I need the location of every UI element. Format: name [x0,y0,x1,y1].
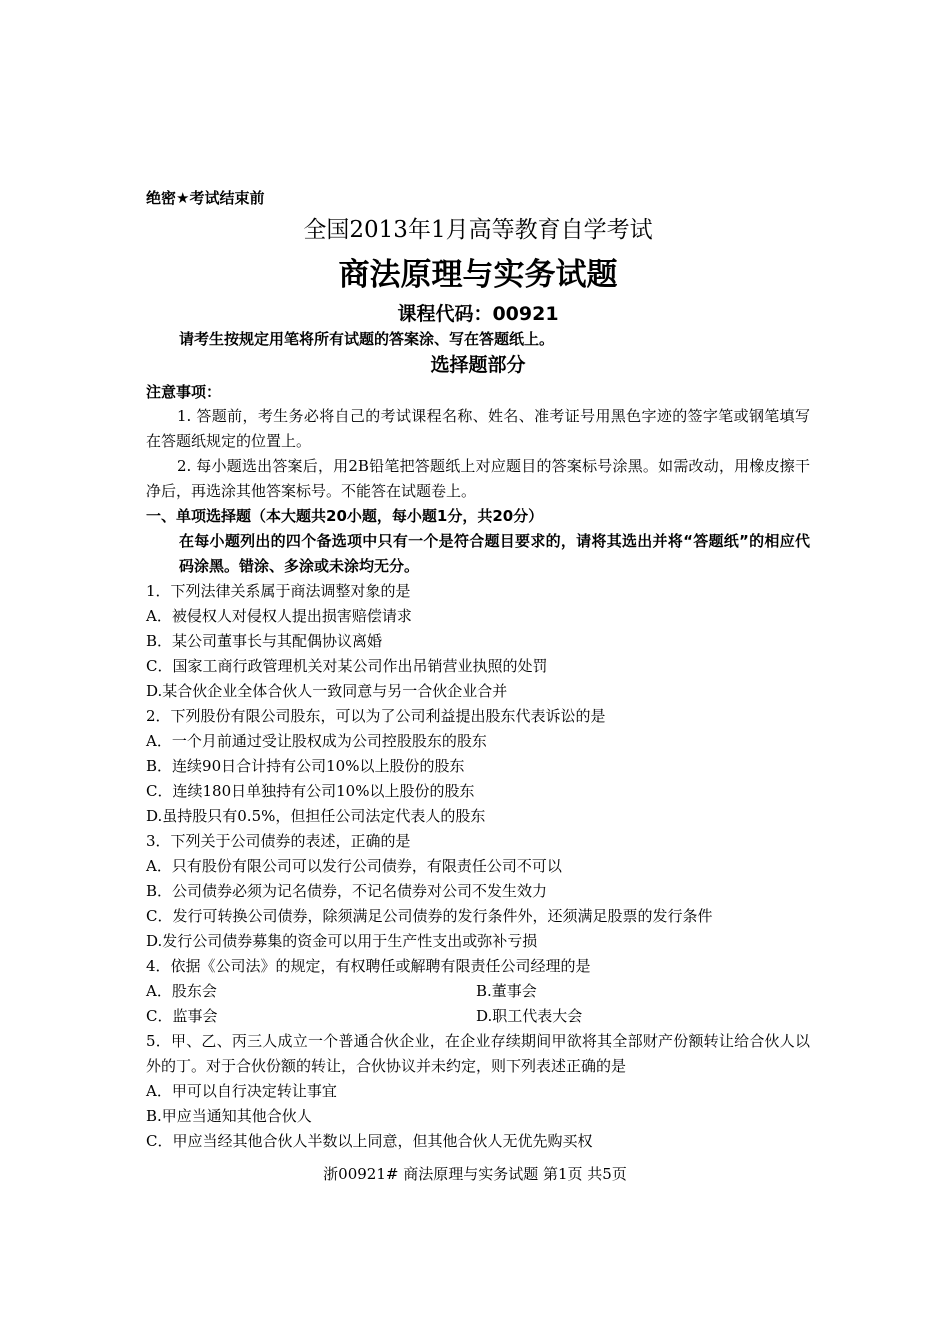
option-b: B.董事会 [476,982,537,1000]
question-stem: 3．下列关于公司债券的表述，正确的是 [146,832,411,850]
question-stem: 5．甲、乙、丙三人成立一个普通合伙企业，在企业存续期间甲欲将其全部财产份额转让给合伙人以外的丁。对于合伙份额的转让，合伙协议并未约定，则下列表述正确的是 [146,1032,810,1075]
notice-item-1: 1. 答题前，考生务必将自己的考试课程名称、姓名、准考证号用黑色字迹的签字笔或钢笔填写在答题纸规定的位置上。 [146,407,810,450]
options-row-1 [146,979,810,1004]
question-stem: 1．下列法律关系属于商法调整对象的是 [146,582,411,600]
option-c: C．连续180日单独持有公司10%以上股份的股东 [146,782,475,800]
option-b: B．某公司董事长与其配偶协议离婚 [146,632,383,650]
question-2 [146,704,810,829]
question-4 [146,954,810,1029]
option-c: C．监事会 [146,1007,218,1025]
option-a: A．被侵权人对侵权人提出损害赔偿请求 [146,607,412,625]
part1-description: 在每小题列出的四个备选项中只有一个是符合题目要求的，请将其选出并将“答题纸”的相应代码涂黑。错涂、多涂或未涂均无分。 [179,532,810,575]
option-a: A．股东会 [146,982,217,1000]
option-b: B.甲应当通知其他合伙人 [146,1107,312,1125]
section-title: 选择题部分 [430,354,526,376]
option-a: A．甲可以自行决定转让事宜 [146,1082,337,1100]
notice-item-2: 2. 每小题选出答案后，用2B铅笔把答题纸上对应题目的答案标号涂黑。如需改动，用橡皮擦干净后，再选涂其他答案标号。不能答在试题卷上。 [146,457,810,500]
question-5 [146,1029,810,1154]
course-code: 课程代码：00921 [397,303,559,325]
question-3 [146,829,810,954]
page-footer: 浙00921# 商法原理与实务试题 第1页 共5页 [323,1165,627,1183]
option-d: D.发行公司债券募集的资金可以用于生产性支出或弥补亏损 [146,932,538,950]
option-c: C．国家工商行政管理机关对某公司作出吊销营业执照的处罚 [146,657,548,675]
options-row-2 [146,1004,810,1029]
question-stem: 2．下列股份有限公司股东，可以为了公司利益提出股东代表诉讼的是 [146,707,606,725]
option-d: D.某合伙企业全体合伙人一致同意与另一合伙企业合并 [146,682,508,700]
exam-page [146,186,810,1154]
exam-title: 全国2013年1月高等教育自学考试 [303,217,653,243]
option-c: C．发行可转换公司债券，除须满足公司债券的发行条件外，还须满足股票的发行条件 [146,907,713,925]
answer-instruction: 请考生按规定用笔将所有试题的答案涂、写在答题纸上。 [179,330,555,348]
option-b: B．公司债券必须为记名债券，不记名债券对公司不发生效力 [146,882,548,900]
option-a: A．只有股份有限公司可以发行公司债券，有限责任公司不可以 [146,857,562,875]
option-a: A．一个月前通过受让股权成为公司控股股东的股东 [146,732,487,750]
notice-heading: 注意事项： [146,383,222,401]
paper-title: 商法原理与实务试题 [338,257,618,293]
option-b: B．连续90日合计持有公司10%以上股份的股东 [146,757,465,775]
question-1 [146,579,810,704]
question-stem: 4．依据《公司法》的规定，有权聘任或解聘有限责任公司经理的是 [146,957,591,975]
option-c: C．甲应当经其他合伙人半数以上同意，但其他合伙人无优先购买权 [146,1132,593,1150]
option-d: D.虽持股只有0.5%，但担任公司法定代表人的股东 [146,807,486,825]
secret-mark: 绝密★考试结束前 [146,189,265,207]
option-d: D.职工代表大会 [476,1007,583,1025]
part1-heading: 一、单项选择题（本大题共20小题，每小题1分，共20分） [146,507,544,525]
